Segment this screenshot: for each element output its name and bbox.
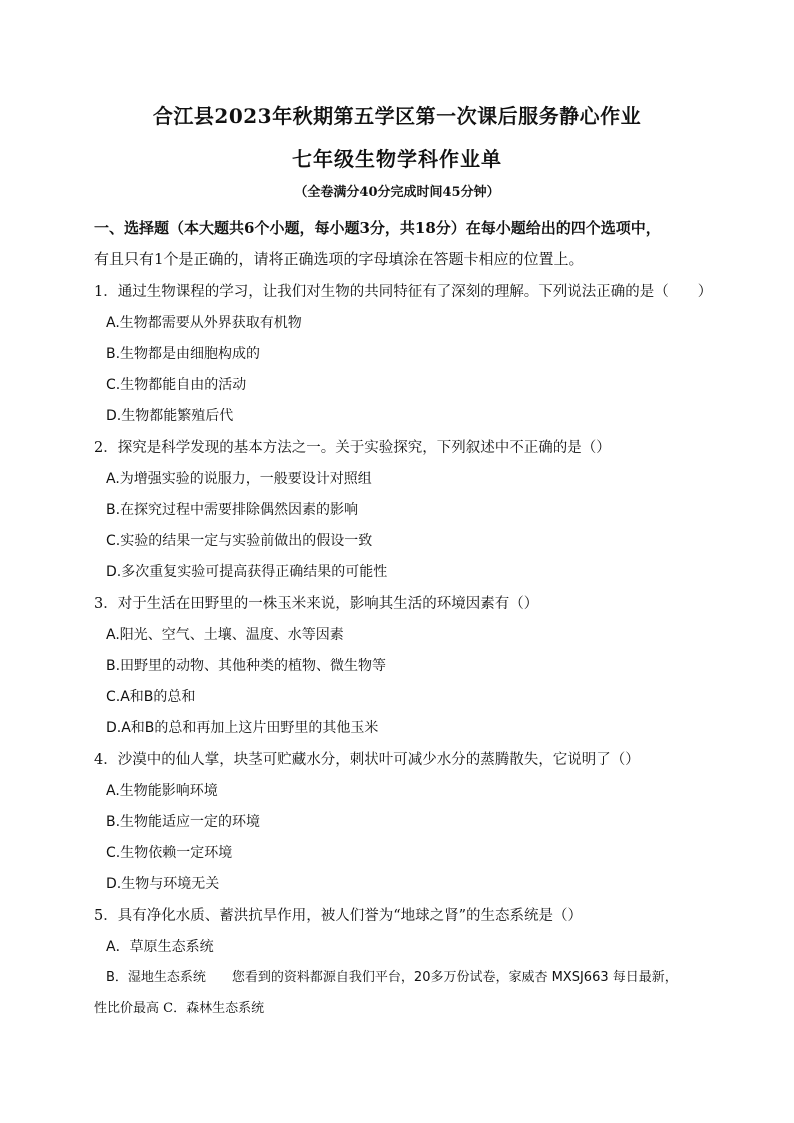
question-3-option-b: B.田野里的动物、其他种类的植物、微生物等	[106, 658, 387, 674]
section-heading-line-1: 一、选择题（本大题共6个小题，每小题3分，共18分）在每小题给出的四个选项中，	[94, 219, 661, 237]
question-1-option-a: A.生物都需要从外界获取有机物	[106, 315, 302, 331]
question-2-option-b: B.在探究过程中需要排除偶然因素的影响	[106, 502, 359, 518]
question-2-stem: 2．探究是科学发现的基本方法之一。关于实验探究，下列叙述中不正确的是（）	[94, 440, 611, 456]
question-1-option-b: B.生物都是由细胞构成的	[106, 346, 261, 362]
question-3-option-a: A.阳光、空气、土壤、温度、水等因素	[106, 627, 344, 643]
question-3-option-c: C.A和B的总和	[106, 689, 196, 705]
question-3-stem: 3．对于生活在田野里的一株玉米来说，影响其生活的环境因素有（）	[94, 596, 539, 612]
question-4-option-c: C.生物依赖一定环境	[106, 845, 233, 861]
question-1-option-d: D.生物都能繁殖后代	[106, 408, 234, 424]
section-heading-line-2: 有且只有1个是正确的，请将正确选项的字母填涂在答题卡相应的位置上。	[94, 250, 584, 268]
question-5-option-a: A．草原生态系统	[106, 939, 214, 955]
question-4-stem: 4．沙漠中的仙人掌，块茎可贮藏水分，刺状叶可减少水分的蒸腾散失，它说明了（）	[94, 752, 640, 768]
question-5-option-c: 性比价最高 C．森林生态系统	[94, 1001, 265, 1016]
question-4-option-a: A.生物能影响环境	[106, 783, 218, 799]
question-5-option-b: B．湿地生态系统 您看到的资料都源自我们平台，20多万份试卷，家威杏 MXSJ663 每日最新，	[106, 970, 678, 985]
question-5-stem: 5．具有净化水质、蓄洪抗旱作用，被人们誉为“地球之肾”的生态系统是（）	[94, 908, 583, 924]
question-3-option-d: D.A和B的总和再加上这片田野里的其他玉米	[106, 720, 379, 736]
question-4-option-d: D.生物与环境无关	[106, 876, 220, 892]
question-2-option-d: D.多次重复实验可提高获得正确结果的可能性	[106, 564, 388, 580]
question-2-option-a: A.为增强实验的说服力，一般要设计对照组	[106, 471, 372, 487]
document-title: 合江县2023年秋期第五学区第一次课后服务静心作业	[152, 104, 642, 128]
score-time-note: （全卷满分40分完成时间45分钟）	[294, 185, 500, 200]
question-1-option-c: C.生物都能自由的活动	[106, 377, 247, 393]
document-subtitle: 七年级生物学科作业单	[292, 147, 502, 171]
question-4-option-b: B.生物能适应一定的环境	[106, 814, 261, 830]
question-2-option-c: C.实验的结果一定与实验前做出的假设一致	[106, 533, 373, 549]
question-1-stem: 1．通过生物课程的学习，让我们对生物的共同特征有了深刻的理解。下列说法正确的是（ ）	[94, 284, 713, 300]
